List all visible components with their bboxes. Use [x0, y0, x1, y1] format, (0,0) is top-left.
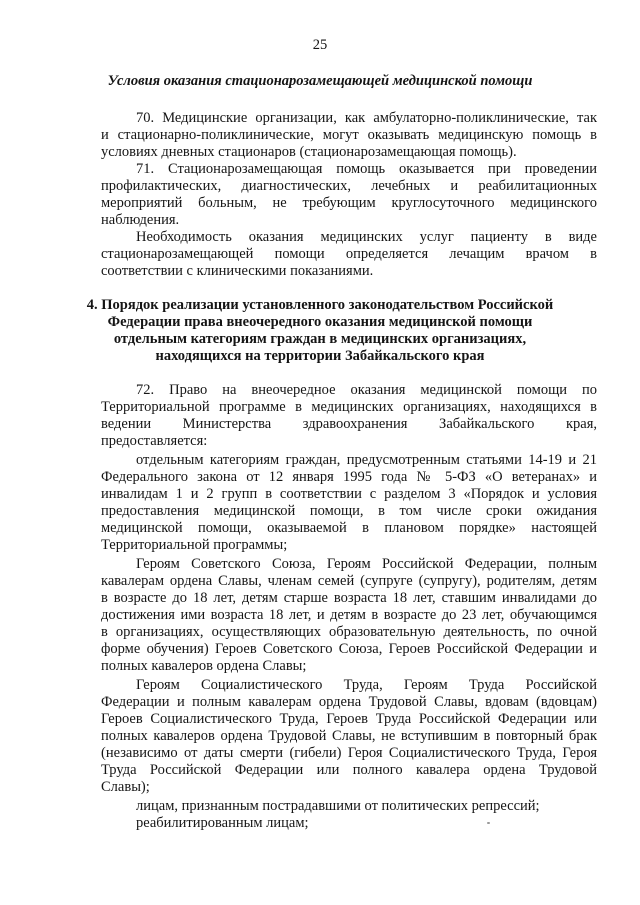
text-line: форме обучения) Героев Советского Союза, Героев Российской Федерации и — [101, 641, 597, 657]
text-line: в организациях, осуществляющих образовательную деятельность, по очной — [101, 624, 597, 640]
text-line: стационарозамещающей помощи определяется лечащим врачом в — [101, 246, 597, 262]
text-line: и стационарно-поликлинические, могут оказывать медицинскую помощь в — [101, 127, 597, 143]
text-line: полных кавалеров ордена Трудовой Славы, не вступившим в повторный брак — [101, 728, 597, 744]
text-line: Героям Социалистического Труда, Героям Труда Российской — [136, 677, 597, 693]
text-line: 70. Медицинские организации, как амбулаторно-поликлинические, так — [136, 110, 597, 126]
text-line: Героям Советского Союза, Героям Российской Федерации, полным — [136, 556, 597, 572]
text-line: лицам, признанным пострадавшими от политических репрессий; — [136, 798, 540, 814]
text-line: полных кавалеров ордена Славы; — [101, 658, 307, 674]
text-line: 71. Стационарозамещающая помощь оказывается при проведении — [136, 161, 597, 177]
text-line: профилактических, диагностических, лечебных и реабилитационных — [101, 178, 597, 194]
text-line: Территориальной программы; — [101, 537, 288, 553]
text-line: кавалерам ордена Славы, членам семей (супруге (супругу), родителям, детям — [101, 573, 597, 589]
text-line: мероприятий больным, не требующим круглосуточного медицинского — [101, 195, 597, 211]
text-line: (независимо от даты смерти (гибели) Героя Социалистического Труда, Героя — [101, 745, 597, 761]
text-line: Славы); — [101, 779, 150, 795]
text-line: 72. Право на внеочередное оказания медицинской помощи по — [136, 382, 597, 398]
text-line: Необходимость оказания медицинских услуг пациенту в виде — [136, 229, 597, 245]
text-line: соответствии с клиническими показаниями. — [101, 263, 374, 279]
text-line: Труда Российской Федерации или полного кавалера ордена Трудовой — [101, 762, 597, 778]
text-line: Федерального закона от 12 января 1995 года № 5-ФЗ «О ветеранах» и — [101, 469, 597, 485]
text-line: Героев Социалистического Труда, Героев Труда Российской Федерации или — [101, 711, 597, 727]
text-line: инвалидам 1 и 2 групп в соответствии с разделом 3 «Порядок и условия — [101, 486, 597, 502]
subsection-title: Условия оказания стационарозамещающей медицинской помощи — [107, 73, 533, 89]
text-line: в возрасте до 18 лет, детям старше возраста 18 лет, ставшим инвалидами до — [101, 590, 597, 606]
text-line: ведении Министерства здравоохранения Забайкальского края, — [101, 416, 597, 432]
section-heading-line: 4. Порядок реализации установленного законодательством Российской — [86, 297, 554, 313]
text-line: предоставления медицинской помощи, в том числе сроки ожидания — [101, 503, 597, 519]
text-line: условиях дневных стационаров (стационарозамещающая помощь). — [101, 144, 517, 160]
text-line: отдельным категориям граждан, предусмотренным статьями 14-19 и 21 — [136, 452, 597, 468]
section-heading-line: находящихся на территории Забайкальского края — [155, 348, 485, 364]
section-heading-line: отдельным категориям граждан в медицинских организациях, — [113, 331, 527, 347]
text-line: медицинской помощи, оказываемой в плановом порядке» настоящей — [101, 520, 597, 536]
text-line: Территориальной программе в медицинских организациях, находящихся в — [101, 399, 597, 415]
text-line: предоставляется: — [101, 433, 208, 449]
section-heading-line: Федерации права внеочередного оказания медицинской помощи — [107, 314, 533, 330]
text-line: реабилитированным лицам; — [136, 815, 309, 831]
text-line: Федерации и полным кавалерам ордена Трудовой Славы, вдовам (вдовцам) — [101, 694, 597, 710]
text-line: наблюдения. — [101, 212, 180, 228]
page-number: 25 — [312, 37, 328, 53]
scan-speck — [487, 822, 490, 824]
text-line: достижения ими возраста 18 лет, и детям в возрасте до 23 лет, обучающимся — [101, 607, 597, 623]
